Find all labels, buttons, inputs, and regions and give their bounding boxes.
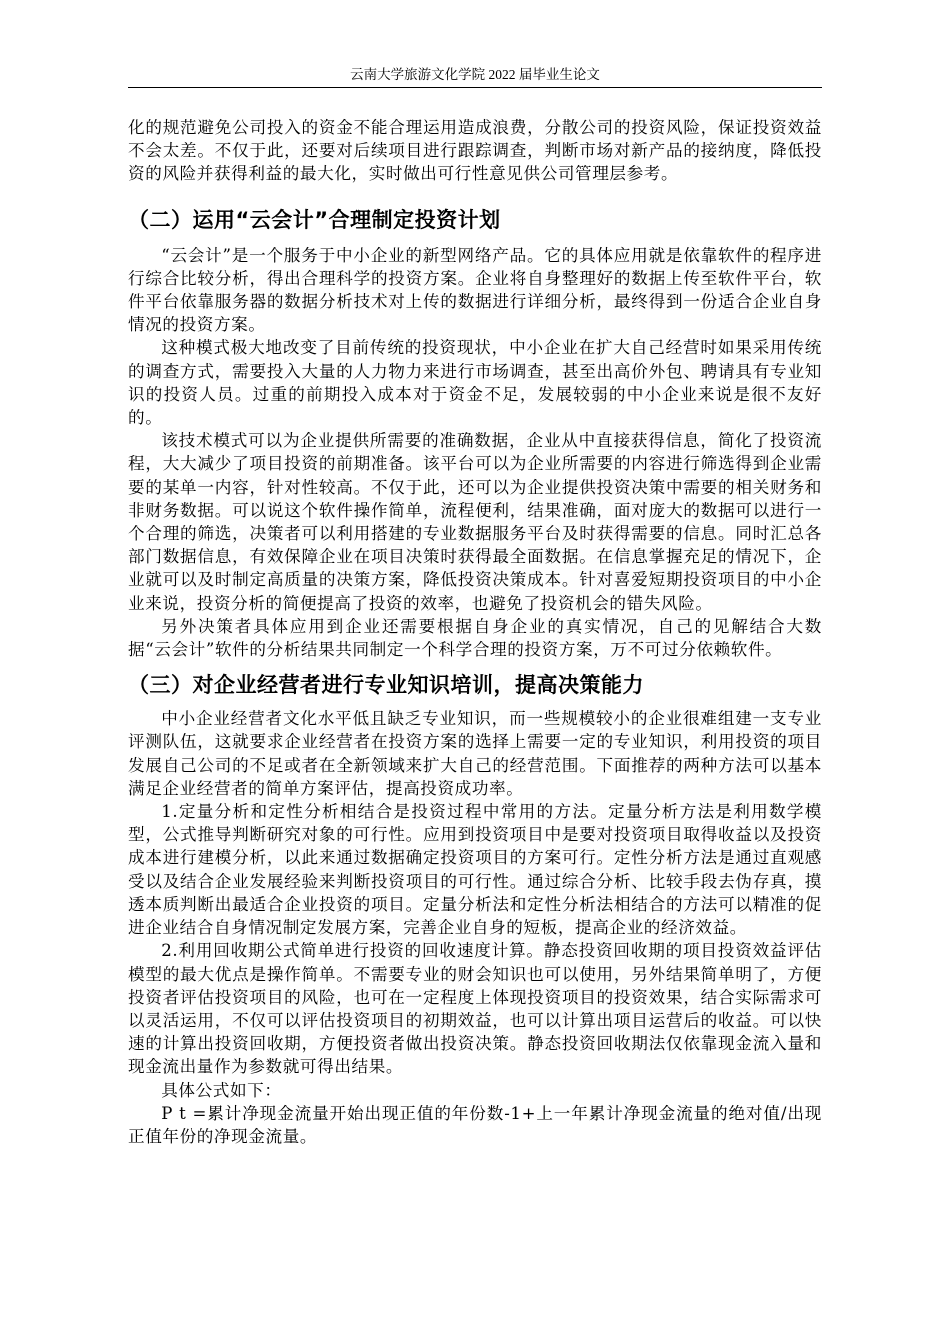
section2-paragraph: “云会计”是一个服务于中小企业的新型网络产品。它的具体应用就是依靠软件的程序进行综合比较分析，得出合理科学的投资方案。企业将自身整理好的数据上传至软件平台，软件平台依靠服务器的数据分析技术对上传的数据进行详细分析，最终得到一份适合企业自身情况的投资方案。 <box>128 245 822 335</box>
section2-paragraph: 这种模式极大地改变了目前传统的投资现状，中小企业在扩大自己经营时如果采用传统的调查方式，需要投入大量的人力物力来进行市场调查，甚至出高价外包、聘请具有专业知识的投资人员。过重的前期投入成本对于资金不足，发展较弱的中小企业来说是很不友好的。 <box>128 338 822 428</box>
section-heading-2: （二）运用“云会计”合理制定投资计划 <box>128 207 501 232</box>
section3-paragraph: 1.定量分析和定性分析相结合是投资过程中常用的方法。定量分析方法是利用数学模型，公式推导判断研究对象的可行性。应用到投资项目中是要对投资项目取得收益以及投资成本进行建模分析，以此来通过数据确定投资项目的方案可行。定性分析方法是通过直观感受以及结合企业发展经验来判断投资项目的可行性。通过综合分析、比较手段去伪存真，摸透本质判断出最适合企业投资的项目。定量分析法和定性分析法相结合的方法可以精准的促进企业结合自身情况制定发展方案，完善企业自身的短板，提高企业的经济效益。 <box>128 802 822 938</box>
payback-formula: P t =累计净现金流量开始出现正值的年份数-1+上一年累计净现金流量的绝对值/出现正值年份的净现金流量。 <box>128 1103 822 1146</box>
page-content <box>128 116 822 1148</box>
formula-intro: 具体公式如下： <box>161 1080 282 1100</box>
header-divider <box>128 87 822 88</box>
section3-paragraph: 2.利用回收期公式简单进行投资的回收速度计算。静态投资回收期的项目投资效益评估模型的最大优点是操作简单。不需要专业的财会知识也可以使用，另外结果简单明了，方便投资者评估投资项目的风险，也可在一定程度上体现投资项目的投资效果，结合实际需求可以灵活运用，不仅可以评估投资项目的初期效益，也可以计算出项目运营后的收益。可以快速的计算出投资回收期，方便投资者做出投资决策。静态投资回收期法仅依靠现金流入量和现金流出量作为参数就可得出结果。 <box>128 941 822 1077</box>
section-heading-3: （三）对企业经营者进行专业知识培训，提高决策能力 <box>128 673 644 698</box>
intro-paragraph: 化的规范避免公司投入的资金不能合理运用造成浪费，分散公司的投资风险，保证投资效益不会太差。不仅于此，还要对后续项目进行跟踪调查，判断市场对新产品的接纳度，降低投资的风险并获得利益的最大化，实时做出可行性意见供公司管理层参考。 <box>128 118 822 184</box>
section2-paragraph: 另外决策者具体应用到企业还需要根据自身企业的真实情况，自己的见解结合大数据“云会计”软件的分析结果共同制定一个科学合理的投资方案，万不可过分依赖软件。 <box>128 616 822 660</box>
section3-paragraph: 中小企业经营者文化水平低且缺乏专业知识，而一些规模较小的企业很难组建一支专业评测队伍，这就要求企业经营者在投资方案的选择上需要一定的专业知识，利用投资的项目发展自己公司的不足或者在全新领域来扩大自己的经营范围。下面推荐的两种方法可以基本满足企业经营者的简单方案评估，提高投资成功率。 <box>128 709 822 798</box>
section2-paragraph: 该技术模式可以为企业提供所需要的准确数据，企业从中直接获得信息，简化了投资流程，大大减少了项目投资的前期准备。该平台可以为企业所需要的内容进行筛选得到企业需要的某单一内容，针对性较高。不仅于此，还可以为企业提供投资决策中需要的相关财务和非财务数据。可以说这个软件操作简单，流程便利，结果准确，面对庞大的数据可以进行一个合理的筛选，决策者可以利用搭建的专业数据服务平台及时获得需要的信息。同时汇总各部门数据信息，有效保障企业在项目决策时获得最全面数据。在信息掌握充足的情况下，企业就可以及时制定高质量的决策方案，降低投资决策成本。针对喜爱短期投资项目的中小企业来说，投资分析的简便提高了投资的效率，也避免了投资机会的错失风险。 <box>128 431 822 613</box>
page-header: 云南大学旅游文化学院 2022 届毕业生论文 <box>350 67 600 82</box>
